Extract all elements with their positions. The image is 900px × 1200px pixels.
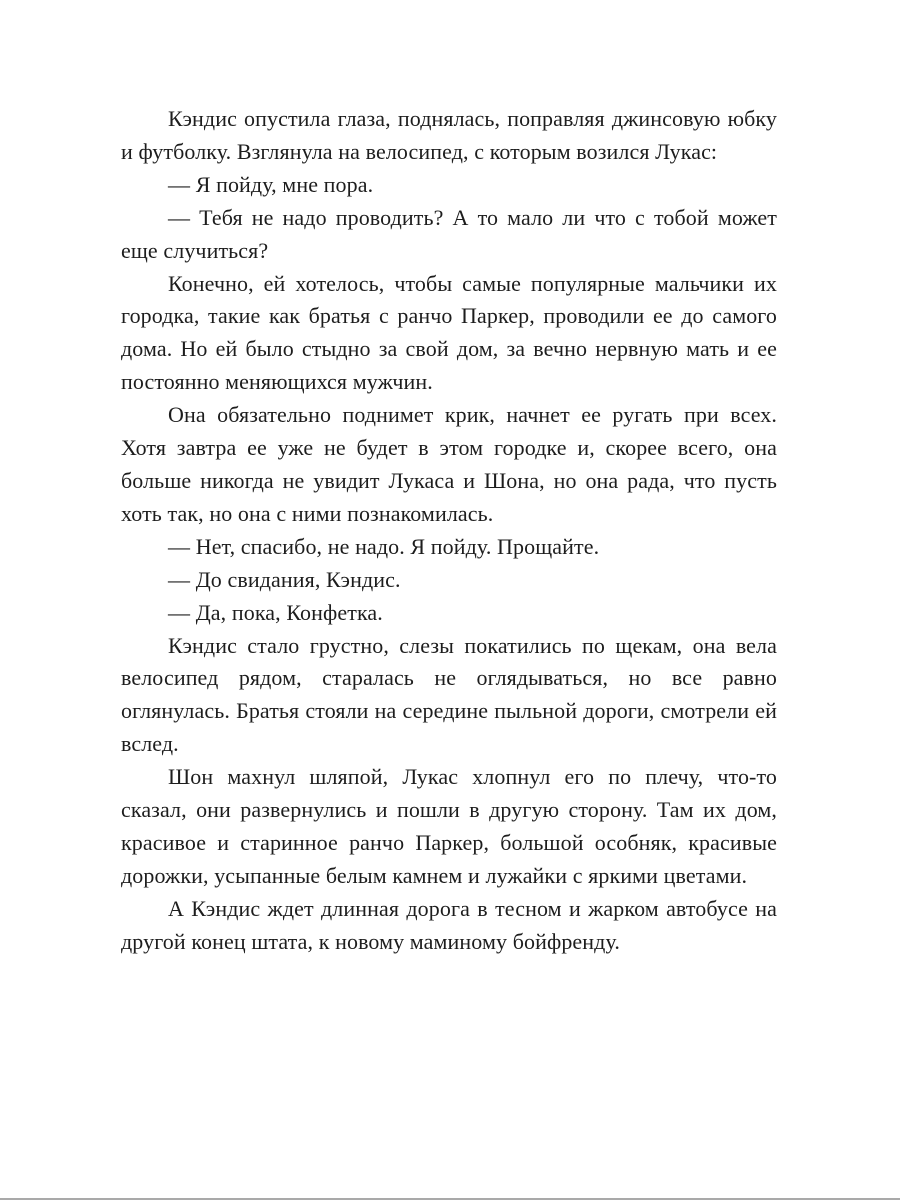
paragraph: Кэндис стало грустно, слезы покатились по щекам, она вела велосипед рядом, старалась не оглядываться, но все равно оглянулась. Братья стояли на середине пыльной дороги, смотрели ей вслед.: [121, 632, 777, 757]
dialogue-paragraph: — Нет, спасибо, не надо. Я пойду. Прощайте.: [168, 533, 600, 559]
dialogue-paragraph: — Тебя не надо проводить? А то мало ли что с тобой может еще случиться?: [121, 204, 777, 263]
paragraph: Кэндис опустила глаза, поднялась, поправляя джинсовую юбку и футболку. Взглянула на велосипед, с которым возился Лукас:: [121, 106, 777, 164]
paragraph: Она обязательно поднимет крик, начнет ее ругать при всех. Хотя завтра ее уже не будет в этом городке и, скорее всего, она больше никогда не увидит Лукаса и Шона, но она рада, что пусть хоть так, но она с ними познакомилась.: [121, 402, 777, 526]
paragraph: Конечно, ей хотелось, чтобы самые популярные мальчики их городка, такие как братья с ранчо Паркер, проводили ее до самого дома. Но ей было стыдно за свой дом, за вечно нервную мать и ее постоянно меняющихся мужчин.: [121, 270, 777, 395]
page-text: [121, 103, 777, 959]
paragraph: Шон махнул шляпой, Лукас хлопнул его по плечу, что-то сказал, они развернулись и пошли в другую сторону. Там их дом, красивое и старинное ранчо Паркер, большой особняк, красивые дорожки, усыпанные белым камнем и лужайки с яркими цветами.: [121, 764, 777, 888]
dialogue-paragraph: — Я пойду, мне пора.: [168, 171, 374, 197]
paragraph: А Кэндис ждет длинная дорога в тесном и жарком автобусе на другой конец штата, к новому маминому бойфренду.: [121, 895, 777, 954]
dialogue-paragraph: — Да, пока, Конфетка.: [168, 599, 383, 625]
dialogue-paragraph: — До свидания, Кэндис.: [168, 566, 401, 592]
